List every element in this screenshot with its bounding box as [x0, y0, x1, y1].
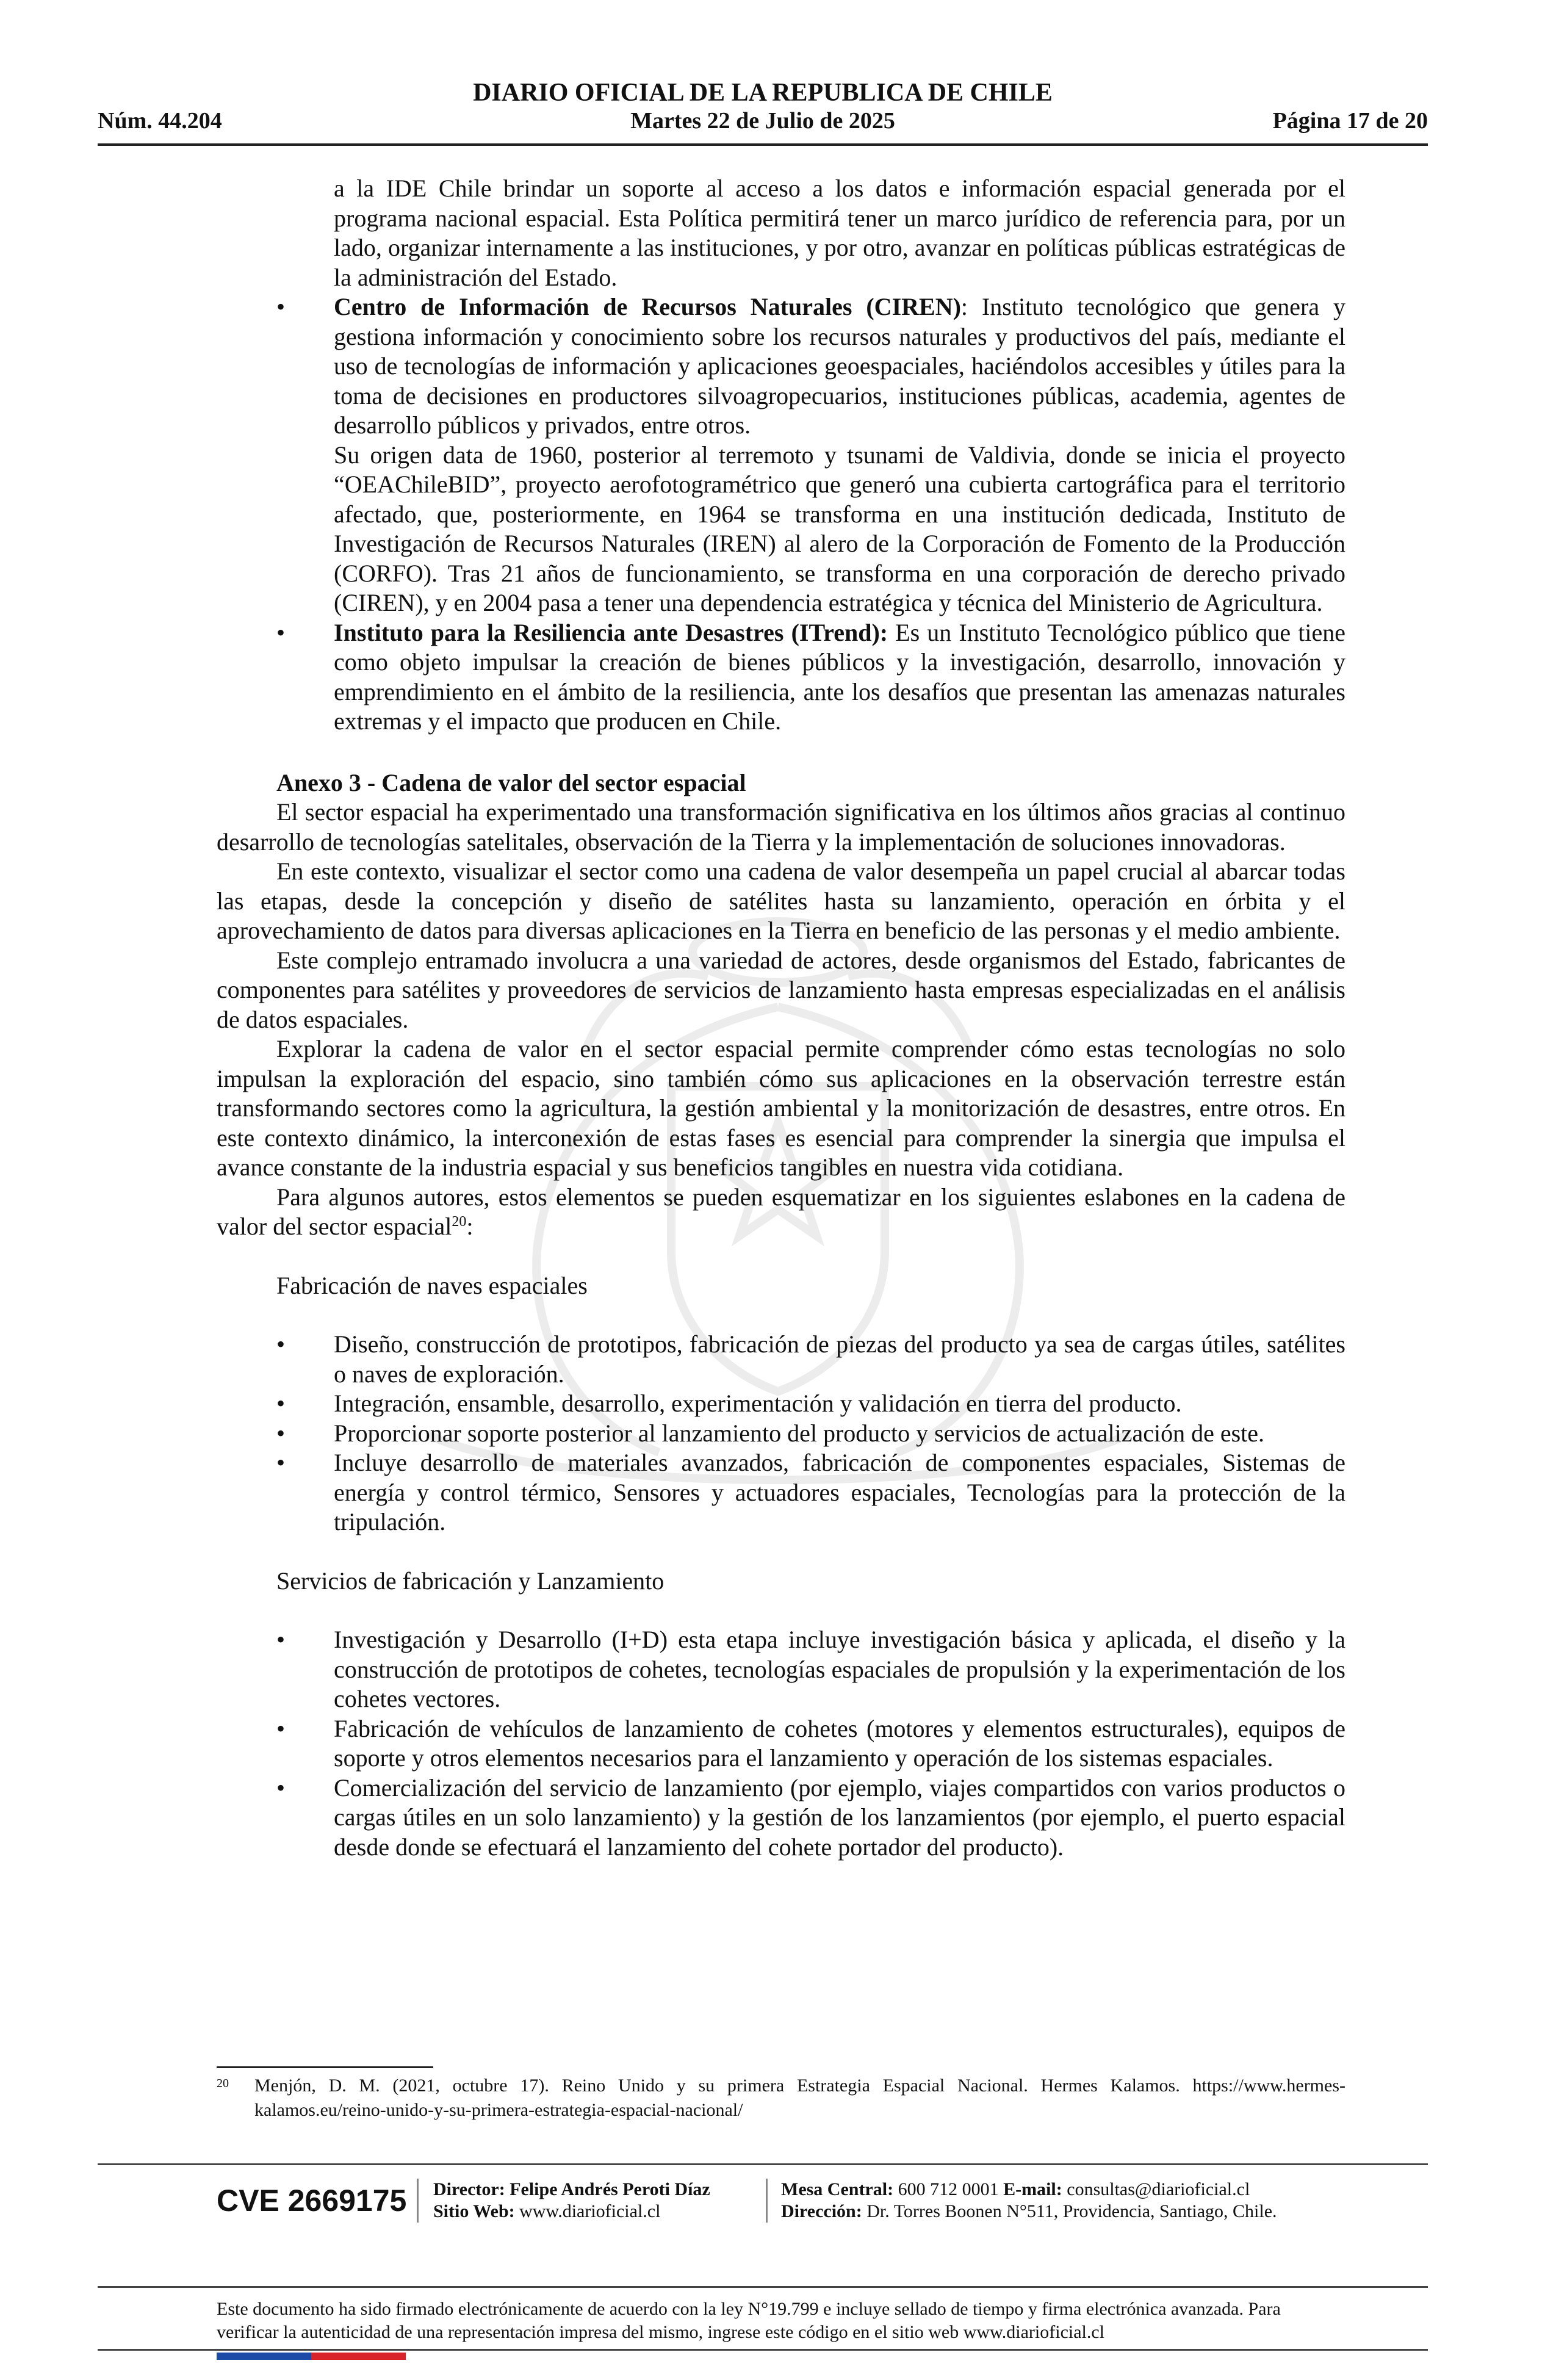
ciren-description: : Instituto tecnológico que genera y gestiona información y conocimiento sobre los recursos naturales y productivos del país, mediante el uso de tecnologías de información y aplicaciones geoespaciales, haciéndolos accesibles y útiles para la toma de decisiones en productores silvoagropecuarios, instituciones públicas, academia, agentes de desarrollo públicos y privados, entre otros.	[334, 293, 1346, 439]
paragraph-4: Explorar la cadena de valor en el sector espacial permite comprender cómo estas tecnologías no solo impulsan la exploración del espacio, sino también cómo sus aplicaciones en la observación terrestre están transformando sectores como la agricultura, la gestión ambiental y la monitorización de desastres, entre otros. En este contexto dinámico, la interconexión de estas fases es esencial para comprender la sinergia que impulsa el avance constante de la industria espacial y sus beneficios tangibles en nuestra vida cotidiana.	[217, 1035, 1345, 1181]
ciren-origin-paragraph: Su origen data de 1960, posterior al terremoto y tsunami de Valdivia, donde se inicia el proyecto “OEAChileBID”, proyecto aerofotogramétrico que generó una cubierta cartográfica para el territorio afectado, que, posteriormente, en 1964 se transforma en una institución dedicada, Instituto de Investigación de Recursos Naturales (IREN) al alero de la Corporación de Fomento de la Producción (CORFO). Tras 21 años de funcionamiento, se transforma en una corporación de derecho privado (CIREN), y en 2004 pasa a tener una dependencia estratégica y técnica del Ministerio de Agricultura.	[334, 441, 1345, 616]
list-item-text: Investigación y Desarrollo (I+D) esta etapa incluye investigación básica y aplicada, el diseño y la construcción de prototipos de cohetes, tecnologías espaciales de propulsión y la experimentación de los cohetes vectores.	[334, 1626, 1345, 1712]
footnote-divider	[217, 2066, 433, 2068]
page-header	[98, 73, 1428, 146]
address-value: Dr. Torres Boonen N°511, Providencia, Santiago, Chile.	[862, 2201, 1277, 2221]
bullet: •	[276, 1714, 286, 1742]
list-item-text: Proporcionar soporte posterior al lanzamiento del producto y servicios de actualización de este.	[334, 1419, 1265, 1447]
article-body	[217, 174, 1345, 1862]
issue-number: Núm. 44.204	[98, 108, 222, 134]
signature-notice: Este documento ha sido firmado electrónicamente de acuerdo con la ley N°19.799 e incluye sellado de tiempo y firma electrónica avanzada. Para verificar la autenticidad de una representación impresa del mismo, ingrese este código en el sitio web www.diarioficial.cl	[217, 2299, 1281, 2342]
bullet: •	[276, 1390, 286, 1417]
list-item	[217, 1389, 1345, 1419]
annex-heading: Anexo 3 - Cadena de valor del sector espacial	[276, 768, 746, 796]
email-link[interactable]: consultas@diarioficial.cl	[1062, 2179, 1250, 2199]
continued-paragraph: a la IDE Chile brindar un soporte al acceso a los datos e información espacial generada por el programa nacional espacial. Esta Política permitirá tener un marco jurídico de referencia para, por un lado, organizar internamente a las instituciones, y por otro, avanzar en políticas públicas estratégicas de la administración del Estado.	[334, 175, 1345, 291]
footer-divider	[417, 2179, 419, 2223]
paragraph-5-text: Para algunos autores, estos elementos se pueden esquematizar en los siguientes eslabones en la cadena de valor del sector espacial	[217, 1183, 1345, 1240]
footnote	[217, 2074, 1345, 2122]
itrend-description: Es un Instituto Tecnológico público que tiene como objeto impulsar la creación de bienes públicos y la investigación, desarrollo, innovación y emprendimiento en el ámbito de la resiliencia, ante los desafíos que presentan las amenazas naturales extremas y el impacto que producen en Chile.	[334, 618, 1345, 735]
footnote-text: Menjón, D. M. (2021, octubre 17). Reino Unido y su primera Estrategia Espacial Nacional. Hermes Kalamos. https://www.hermes-kalamos.eu/reino-unido-y-su-primera-estrategia-espacial-nacional/	[254, 2075, 1345, 2120]
newspaper-title: DIARIO OFICIAL DE LA REPUBLICA DE CHILE	[473, 79, 1053, 107]
site-link[interactable]: www.diarioficial.cl	[514, 2201, 661, 2221]
email-label: E-mail:	[1003, 2179, 1062, 2199]
list-item-ciren	[217, 292, 1345, 441]
list-item	[217, 1714, 1345, 1773]
bullet: •	[276, 293, 286, 320]
flag-blue-segment	[217, 2353, 311, 2360]
footer-director-block	[433, 2179, 710, 2223]
itrend-title: Instituto para la Resiliencia ante Desastres (ITrend):	[334, 618, 888, 646]
bullet: •	[276, 618, 286, 646]
footnote-number: 20	[217, 2077, 229, 2090]
paragraph-5-end: :	[466, 1213, 474, 1240]
list-item	[217, 1773, 1345, 1863]
paragraph-1: El sector espacial ha experimentado una transformación significativa en los últimos años gracias al continuo desarrollo de tecnologías satelitales, observación de la Tierra y la implementación de soluciones innovadoras.	[217, 798, 1345, 856]
list-item	[217, 1330, 1345, 1389]
subheading-fabrication: Fabricación de naves espaciales	[276, 1271, 588, 1299]
footnote-reference[interactable]: 20	[452, 1214, 467, 1230]
list-item-text: Incluye desarrollo de materiales avanzados, fabricación de componentes espaciales, Sistemas de energía y control térmico, Sensores y actuadores espaciales, Tecnologías para la protección de la tripulación.	[334, 1449, 1345, 1535]
issue-date: Martes 22 de Julio de 2025	[630, 108, 895, 134]
bullet: •	[276, 1773, 286, 1801]
paragraph-2: En este contexto, visualizar el sector como una cadena de valor desempeña un papel crucial al abarcar todas las etapas, desde la concepción y diseño de satélites hasta su lanzamiento, operación en órbita y el aprovechamiento de datos para diversas aplicaciones en la Tierra en beneficio de las personas y el medio ambiente.	[217, 857, 1345, 944]
flag-red-segment	[311, 2353, 406, 2360]
subheading-launch-services: Servicios de fabricación y Lanzamiento	[276, 1567, 665, 1595]
flag-stripe	[217, 2353, 406, 2360]
site-label: Sitio Web:	[433, 2201, 515, 2221]
cve-code: CVE 2669175	[217, 2183, 407, 2218]
list-item-text: Comercialización del servicio de lanzamiento (por ejemplo, viajes compartidos con varios productos o cargas útiles en un solo lanzamiento) y la gestión de los lanzamientos (por ejemplo, el puerto espacial desde donde se efectuará el lanzamiento del cohete portador del producto).	[334, 1773, 1345, 1861]
mesa-label: Mesa Central:	[781, 2179, 894, 2199]
footer-contact-block	[781, 2179, 1277, 2223]
bullet: •	[276, 1626, 286, 1653]
footer-bottom-rule	[98, 2349, 1428, 2351]
list-item-itrend	[217, 618, 1345, 737]
footer-divider	[766, 2179, 768, 2223]
list-item-text: Integración, ensamble, desarrollo, experimentación y validación en tierra del producto.	[334, 1390, 1182, 1417]
page-number: Página 17 de 20	[1272, 108, 1428, 134]
paragraph-3: Este complejo entramado involucra a una variedad de actores, desde organismos del Estado, fabricantes de componentes para satélites y proveedores de servicios de lanzamiento hasta empresas especializadas en el análisis de datos espaciales.	[217, 946, 1345, 1033]
footer-mid-rule	[98, 2286, 1428, 2288]
address-label: Dirección:	[781, 2201, 862, 2221]
footer-top-rule	[98, 2163, 1428, 2165]
bullet: •	[276, 1330, 286, 1358]
list-item	[217, 1625, 1345, 1714]
bullet: •	[276, 1449, 286, 1476]
list-item	[217, 1448, 1345, 1537]
bullet: •	[276, 1419, 286, 1447]
list-item-text: Fabricación de vehículos de lanzamiento de cohetes (motores y elementos estructurales), equipos de soporte y otros elementos necesarios para el lanzamiento y operación de los sistemas espaciales.	[334, 1714, 1345, 1772]
mesa-phone: 600 712 0001	[893, 2179, 1004, 2199]
paragraph-5	[217, 1183, 1345, 1242]
list-item	[217, 1419, 1345, 1449]
director-label: Director: Felipe Andrés Peroti Díaz	[433, 2179, 710, 2199]
list-item-text: Diseño, construcción de prototipos, fabricación de piezas del producto ya sea de cargas útiles, satélites o naves de exploración.	[334, 1330, 1345, 1388]
ciren-title: Centro de Información de Recursos Naturales (CIREN)	[334, 293, 961, 320]
